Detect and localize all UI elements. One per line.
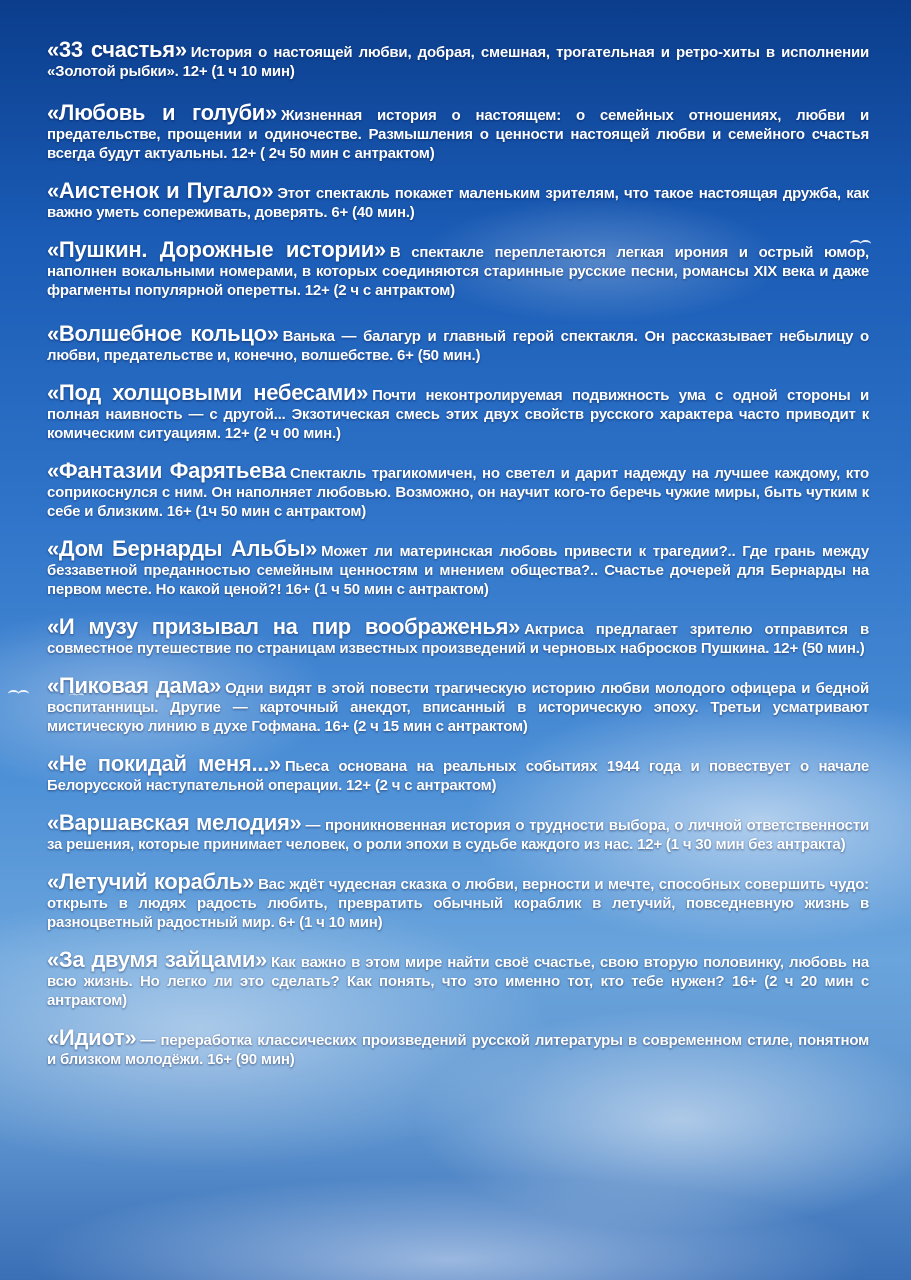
performance-description: Спектакль трагикомичен, но светел и дарит надежду на лучшее каждому, кто соприкоснулся с ним. Он наполняет любовью. Возможно, он научит кого-то беречь чужие миры, быть чутким к себе и близким. 16+ (1ч 50 мин с антрактом) <box>47 465 869 520</box>
performance-title: «Дом Бернарды Альбы» <box>47 536 318 561</box>
performance-title: «Варшавская мелодия» <box>47 810 302 835</box>
performance-description: В спектакле переплетаются легкая ирония и острый юмор, наполнен вокальными номерами, в которых соединяются старинные русские песни, романсы XIX века и даже фрагменты популярной оперетты. 12+ (2 ч с антрактом) <box>47 244 869 299</box>
performance-entry <box>47 380 869 443</box>
performance-description: Ванька — балагур и главный герой спектакля. Он рассказывает небылицу о любви, предательстве и, конечно, волшебстве. 6+ (50 мин.) <box>47 328 869 364</box>
performance-entry <box>47 536 869 599</box>
performance-description: Может ли материнская любовь привести к трагедии?.. Где грань между беззаветной преданностью семейным ценностям и мнением общества?.. Счастье дочерей для Бернарды на первом месте. Но какой ценой?! 16+ (1 ч 50 мин с антрактом) <box>47 543 869 598</box>
performance-entry <box>47 869 869 932</box>
performance-title: «Любовь и голуби» <box>47 100 277 125</box>
performance-entry <box>47 321 869 365</box>
performance-title: «Пушкин. Дорожные истории» <box>47 237 386 262</box>
performance-title: «Летучий корабль» <box>47 869 255 894</box>
performance-description: — проникновенная история о трудности выбора, о личной ответственности за решения, которые принимает человек, о роли эпохи в судьбе каждого из нас. 12+ (1 ч 30 мин без антракта) <box>47 817 869 853</box>
performance-title: «Идиот» <box>47 1025 137 1050</box>
performance-entry <box>47 673 870 736</box>
performance-list <box>47 37 870 1087</box>
performance-description: Этот спектакль покажет маленьким зрителям, что такое настоящая дружба, как важно уметь сопереживать, доверять. 6+ (40 мин.) <box>47 185 869 221</box>
performance-entry <box>47 237 869 300</box>
performance-entry <box>47 458 869 521</box>
bird-decoration <box>8 690 30 698</box>
performance-description: Как важно в этом мире найти своё счастье, свою вторую половинку, любовь на всю жизнь. Но легко ли это сделать? Как понять, что это именно тот, кто тебе нужен? 16+ (2 ч 20 мин с антрактом) <box>47 954 869 1009</box>
performance-description: — переработка классических произведений русской литературы в современном стиле, понятном и близком молодёжи. 16+ (90 мин) <box>47 1032 869 1068</box>
performance-title: «За двумя зайцами» <box>47 947 267 972</box>
performance-entry <box>47 1025 869 1069</box>
performance-entry <box>47 178 869 222</box>
performance-title: «И музу призывал на пир воображенья» <box>47 614 521 639</box>
performance-title: «Пиковая дама» <box>47 673 222 698</box>
performance-description: Актриса предлагает зрителю отправится в совместное путешествие по страницам известных произведений и черновых набросков Пушкина. 12+ (50 мин.) <box>47 621 869 657</box>
performance-title: «Под холщовыми небесами» <box>47 380 369 405</box>
performance-title: «Аистенок и Пугало» <box>47 178 274 203</box>
performance-entry <box>47 614 869 658</box>
performance-title: «33 счастья» <box>47 37 187 62</box>
performance-description: Жизненная история о настоящем: о семейных отношениях, любви и предательстве, прощении и одиночестве. Размышления о ценности настоящей любви и семейного счастья всегда будут актуальны. 12+ ( 2ч 50 мин с антрактом) <box>47 107 869 162</box>
performance-description: Одни видят в этой повести трагическую историю любви молодого офицера и бедной воспитанницы. Другие — карточный анекдот, вписанный в историческую эпоху. Третьи усматривают мистическую линию в духе Гофмана. 16+ (2 ч 15 мин с антрактом) <box>47 680 870 735</box>
performance-entry <box>47 947 869 1010</box>
performance-description: Пьеса основана на реальных событиях 1944 года и повествует о начале Белорусской наступательной операции. 12+ (2 ч с антрактом) <box>47 758 869 794</box>
performance-title: «Волшебное кольцо» <box>47 321 279 346</box>
performance-description: Почти неконтролируемая подвижность ума с одной стороны и полная наивность — с другой... Экзотическая смесь этих двух свойств русского характера часто приводит к комическим ситуациям. 12+ (2 ч 00 мин.) <box>47 387 869 442</box>
performance-title: «Фантазии Фарятьева <box>47 458 286 483</box>
performance-description: История о настоящей любви, добрая, смешная, трогательная и ретро-хиты в исполнении «Золотой рыбки». 12+ (1 ч 10 мин) <box>47 44 870 80</box>
performance-entry <box>47 100 869 163</box>
performance-entry <box>47 810 869 854</box>
performance-entry <box>47 751 869 795</box>
performance-entry <box>47 37 870 81</box>
performance-description: Вас ждёт чудесная сказка о любви, верности и мечте, способных совершить чудо: открыть в людях радость любить, превратить обычный кораблик в летучий, повседневную жизнь в разноцветный радостный мир. 6+ (1 ч 10 мин) <box>47 876 869 931</box>
performance-title: «Не покидай меня...» <box>47 751 281 776</box>
